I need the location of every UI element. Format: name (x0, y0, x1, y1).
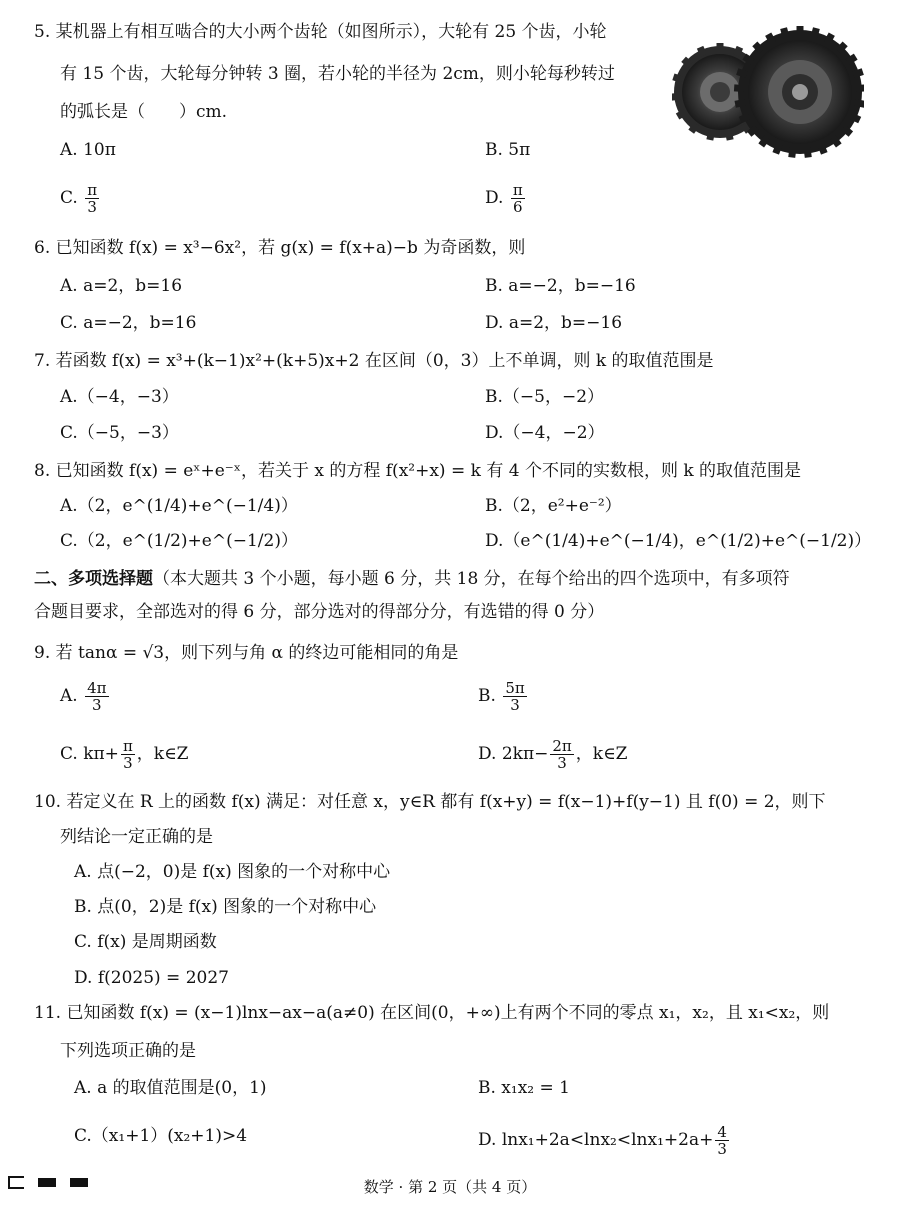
q7-stem: 7. 若函数 f(x) = x³+(k−1)x²+(k+5)x+2 在区间（0，3）上不单调，则 k 的取值范围是 (34, 351, 714, 371)
q5-stem-line3: 的弧长是（ ）cm. (60, 102, 228, 122)
q11-option-d: D. lnx₁+2a<lnx₂<lnx₁+2a+ $\frac{4}{3}$ (478, 1123, 727, 1158)
q5-option-a: A. 10π (60, 140, 116, 160)
q6-stem: 6. 已知函数 f(x) = x³−6x²，若 g(x) = f(x+a)−b 为奇函数，则 (34, 238, 526, 258)
q5-option-b: B. 5π (485, 140, 531, 160)
q5-stem-line2: 有 15 个齿，大轮每分钟转 3 圈，若小轮的半径为 2cm，则小轮每秒转过 (60, 64, 615, 84)
q11-option-c: C.（x₁+1）(x₂+1)>4 (74, 1126, 248, 1146)
q6-option-b: B. a=−2，b=−16 (485, 276, 636, 296)
q5-option-c: C. $\frac{\pi}{3}$ (60, 181, 98, 216)
section2-heading (34, 567, 790, 591)
q7-option-c: C.（−5，−3） (60, 423, 179, 443)
q10-stem-line1: 10. 若定义在 R 上的函数 f(x) 满足：对任意 x，y∈R 都有 f(x+y) = f(x−1)+f(y−1) 且 f(0) = 2，则下 (34, 792, 826, 812)
q5-stem-line1: 5. 某机器上有相互啮合的大小两个齿轮（如图所示），大轮有 25 个齿，小轮 (34, 22, 607, 42)
large-gear (734, 26, 864, 158)
page-number: 数学 · 第 2 页（共 4 页） (363, 1178, 537, 1196)
q10-option-a: A. 点(−2，0)是 f(x) 图象的一个对称中心 (74, 862, 391, 882)
q9-option-b: B. $\frac{5\pi}{3}$ (478, 679, 525, 714)
q9-option-d: D. 2kπ− $\frac{2\pi}{3}$ ，k∈Z (478, 737, 628, 772)
q7-option-d: D.（−4，−2） (485, 423, 605, 443)
q11-option-b: B. x₁x₂ = 1 (478, 1078, 570, 1098)
q10-option-d: D. f(2025) = 2027 (74, 968, 229, 988)
q9-option-c: C. kπ+ $\frac{\pi}{3}$ ，k∈Z (60, 737, 189, 772)
q10-option-b: B. 点(0，2)是 f(x) 图象的一个对称中心 (74, 897, 377, 917)
q8-option-b: B.（2，e²+e⁻²） (485, 496, 622, 516)
q9-option-a: A. $\frac{4\pi}{3}$ (60, 679, 107, 714)
q8-option-d: D.（e^(1/4)+e^(−1/4)，e^(1/2)+e^(−1/2)） (485, 531, 872, 551)
q7-option-a: A.（−4，−3） (60, 387, 179, 407)
q11-stem-line2: 下列选项正确的是 (60, 1041, 196, 1061)
q6-option-a: A. a=2，b=16 (60, 276, 183, 296)
q10-option-c: C. f(x) 是周期函数 (74, 932, 217, 952)
q7-option-b: B.（−5，−2） (485, 387, 605, 407)
q6-option-c: C. a=−2，b=16 (60, 313, 197, 333)
section2-title: 二、多项选择题 (34, 569, 153, 589)
q11-stem-line1: 11. 已知函数 f(x) = (x−1)lnx−ax−a(a≠0) 在区间(0，+∞)上有两个不同的零点 x₁，x₂，且 x₁<x₂，则 (34, 1003, 830, 1023)
q9-stem: 9. 若 tanα = √3，则下列与角 α 的终边可能相同的角是 (34, 643, 459, 663)
gear-illustration (672, 18, 864, 160)
q10-stem-line2: 列结论一定正确的是 (60, 827, 213, 847)
q8-stem: 8. 已知函数 f(x) = eˣ+e⁻ˣ，若关于 x 的方程 f(x²+x) = k 有 4 个不同的实数根，则 k 的取值范围是 (34, 461, 802, 481)
q8-option-c: C.（2，e^(1/2)+e^(−1/2)） (60, 531, 298, 551)
q5-option-d: D. $\frac{\pi}{6}$ (485, 181, 523, 216)
q11-option-a: A. a 的取值范围是(0，1) (74, 1078, 267, 1098)
section2-desc-line2: 合题目要求，全部选对的得 6 分，部分选对的得部分分，有选错的得 0 分） (34, 602, 605, 622)
q8-option-a: A.（2，e^(1/4)+e^(−1/4)） (60, 496, 298, 516)
q6-option-d: D. a=2，b=−16 (485, 313, 623, 333)
section2-desc-line1: （本大题共 3 个小题，每小题 6 分，共 18 分，在每个给出的四个选项中，有多项符 (153, 569, 790, 589)
